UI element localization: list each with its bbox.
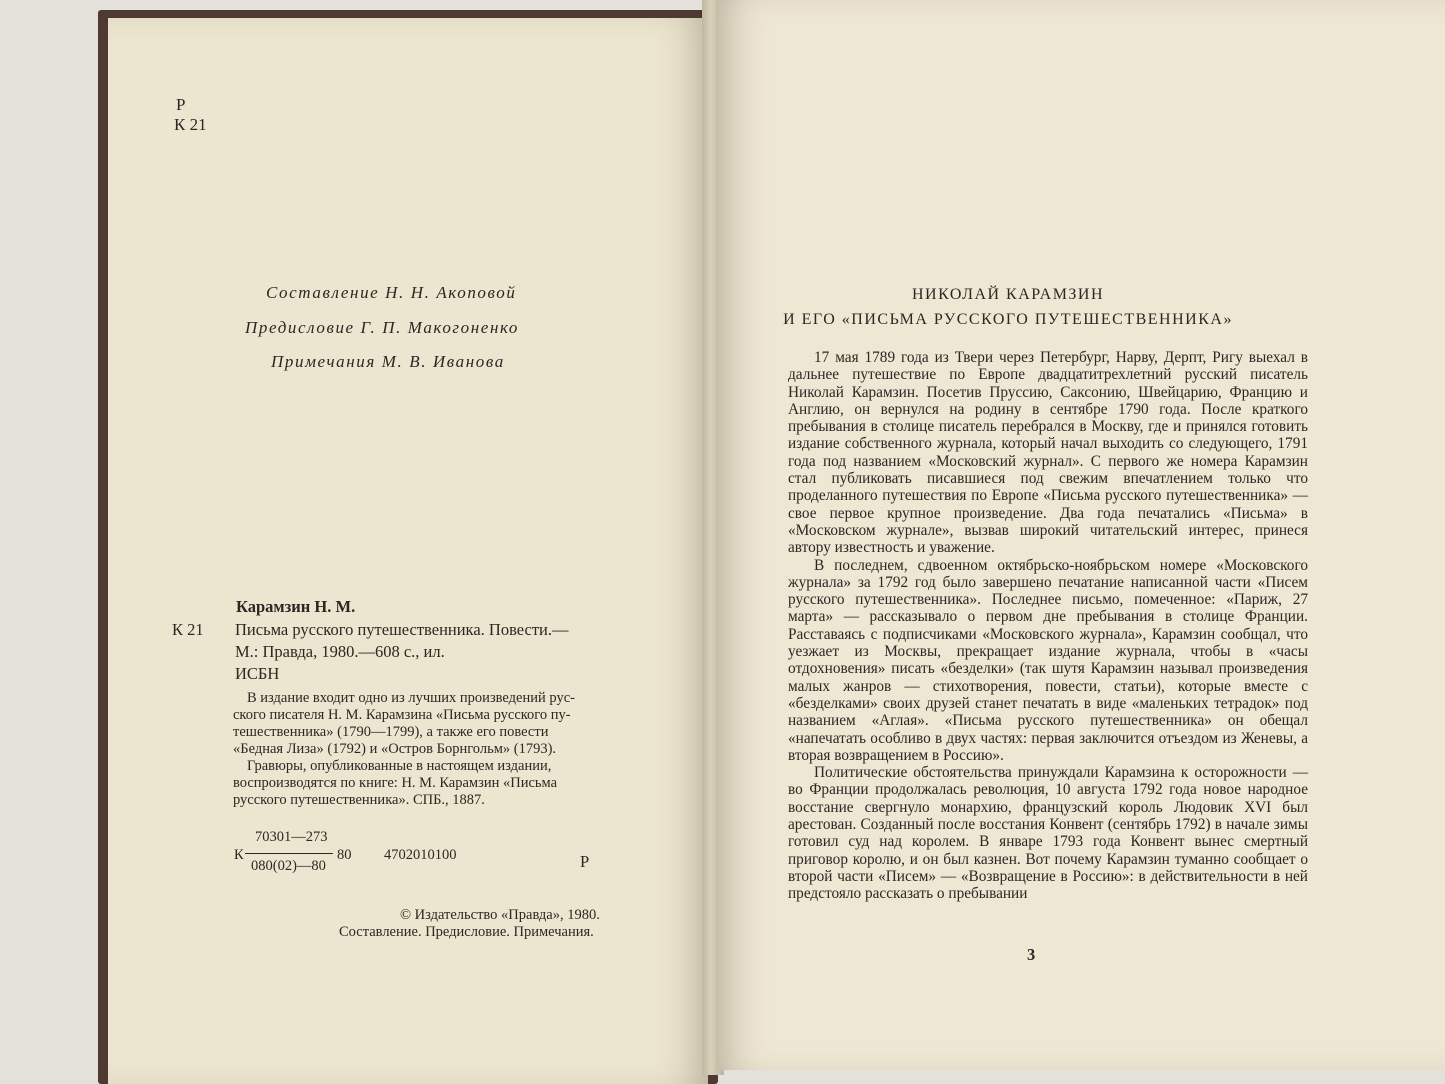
- annotation-line: русского путешественника». СПБ., 1887.: [233, 792, 485, 808]
- left-page: [108, 18, 708, 1084]
- annotation-line: тешественника» (1790—1799), а также его повести: [233, 724, 549, 740]
- paragraph: В последнем, сдвоенном октябрьско-ноябрьском номере «Московского журнала» за 1792 год было завершено печатание написанной части «Писем русского путешественника». Последнее письмо, помеченное: «Париж, 27 марта» — рассказывало о первом дне пребывания в столице Франции. Расставаясь с подписчиками «Московского журнала», Карамзин сообщал, что уезжает из Москвы, прекращает издание журнала, чтобы в «часы отдохновения» писать «безделки» (так шутя Карамзин называл произведения малых жанров — стихотворения, повести, статьи), которые вместе с «безделками» своих друзей станет печатать в виде «маленьких тетрадок» под названием «Аглая». «Письма русского путешественника» он обещал «напечатать особливо в двух частях: первая заключится отъездом из Женевы, а вторая возвращением в Россию».: [788, 556, 1308, 764]
- page-number: 3: [1027, 945, 1036, 964]
- copyright-line2: Составление. Предисловие. Примечания.: [339, 924, 594, 940]
- credit-notes: Примечания М. В. Иванова: [271, 352, 505, 371]
- catalog-author: Карамзин Н. М.: [236, 597, 356, 616]
- right-page: [716, 0, 1445, 1070]
- annotation-line: ского писателя Н. М. Карамзина «Письма русского пу-: [233, 707, 571, 723]
- code-letter: Р: [580, 852, 590, 871]
- annotation-line: В издание входит одно из лучших произведений рус-: [247, 690, 575, 706]
- annotation-line: Гравюры, опубликованные в настоящем издании,: [247, 758, 552, 774]
- chapter-body: [788, 349, 1308, 903]
- credit-compiler: Составление Н. Н. Акоповой: [266, 283, 517, 302]
- code-number: 4702010100: [384, 847, 457, 863]
- catalog-isbn: ИСБН: [235, 664, 280, 683]
- catalog-title-line2: М.: Правда, 1980.—608 с., ил.: [235, 642, 445, 661]
- classification-top: Р: [176, 95, 186, 114]
- chapter-heading-line1: НИКОЛАЙ КАРАМЗИН: [911, 286, 1105, 303]
- annotation-line: «Бедная Лиза» (1792) и «Остров Борнгольм» (1793).: [233, 741, 557, 757]
- chapter-heading-line2: И ЕГО «ПИСЬМА РУССКОГО ПУТЕШЕСТВЕННИКА»: [783, 311, 1233, 328]
- classification-bottom: К 21: [174, 115, 207, 134]
- annotation-line: воспроизводятся по книге: Н. М. Карамзин «Письма: [233, 775, 558, 791]
- paragraph: 17 мая 1789 года из Твери через Петербург, Нарву, Дерпт, Ригу выехал в дальнее путешествие по Европе двадцатитрехлетний русский писатель Николай Карамзин. Посетив Пруссию, Саксонию, Швейцарию, Францию и Англию, он вернулся на родину в сентябре 1790 года. После краткого пребывания в столице писатель перебрался в Москву, где и принялся готовить издание собственного журнала, который начал выходить со следующего, 1791 года под названием «Московский журнал». С первого же номера Карамзин стал публиковать писавшиеся под свежим впечатлением только что проделанного путешествия по Европе «Письма русского путешественника» — свое первое крупное произведение. Два года печатались «Письма» в «Московском журнале», вызвав широкий читательский интерес, принеся автору известность и уважение.: [788, 349, 1308, 557]
- code-suffix: 80: [337, 847, 352, 863]
- code-numerator: 70301—273: [255, 829, 328, 845]
- catalog-index: К 21: [172, 620, 204, 639]
- catalog-title-line1: Письма русского путешественника. Повести.—: [235, 620, 569, 639]
- code-prefix: К: [234, 847, 244, 863]
- code-denominator: 080(02)—80: [251, 858, 326, 874]
- credit-preface: Предисловие Г. П. Макогоненко: [245, 318, 519, 337]
- copyright-line1: © Издательство «Правда», 1980.: [400, 907, 600, 923]
- paragraph: Политические обстоятельства принуждали Карамзина к осторожности — во Франции продолжалась революция, 10 августа 1792 года новое народное восстание свергнуло монархию, французский король Людовик XVI был арестован. Созданный после восстания Конвент (сентябрь 1792) в начале зимы готовил суд над королем. В январе 1793 года Конвент вынес смертный приговор королю, и он был казнен. Вот почему Карамзин туманно сообщает о второй части «Писем» — «Возвращение в Россию»: в действительности в ней предстояло рассказать о пребывании: [788, 764, 1308, 903]
- code-fraction-line: [245, 853, 333, 854]
